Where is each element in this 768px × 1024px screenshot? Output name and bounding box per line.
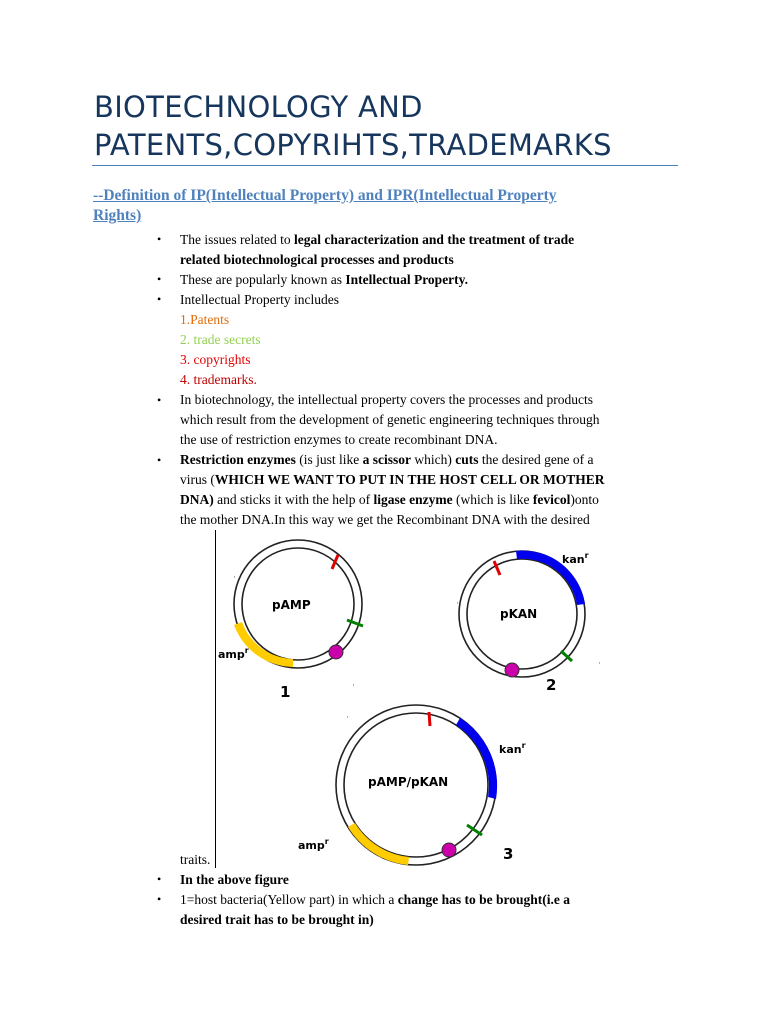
ip-item-patents: 1.Patents: [180, 312, 230, 327]
plasmid-2-restriction-site: [494, 561, 500, 575]
plasmid-1-number: 1: [280, 683, 291, 701]
list-item-text: related biotechnological processes and products: [180, 252, 454, 267]
bullet-marker: •: [157, 892, 162, 906]
plasmid-pamp: [218, 540, 363, 701]
plasmid-1-restriction-site: [332, 555, 338, 569]
list-item-issues: The issues related to legal characterization and the treatment of trade: [180, 232, 575, 247]
list-item-host-bacteria: 1=host bacteria(Yellow part) in which a change has to be brought(i.e a: [180, 892, 570, 907]
ip-item-trademarks: 4. trademarks.: [180, 372, 257, 387]
plasmid-3-gene-amp-label: amp$^r$: [298, 837, 329, 852]
plasmid-3-number: 3: [503, 845, 514, 863]
list-item-text: the mother DNA.In this way we get the Recombinant DNA with the desired: [180, 512, 590, 527]
stray-mark: ·: [352, 680, 355, 690]
stray-mark: ·: [456, 598, 459, 608]
plasmid-1-origin: [329, 645, 343, 659]
plasmid-3-label: pAMP/pKAN: [368, 775, 449, 789]
bullet-marker: •: [157, 453, 162, 467]
list-item-text: DNA) and sticks it with the help of ligase enzyme (which is like fevicol)onto: [180, 492, 599, 507]
plasmid-2-gene-label: kan$^r$: [562, 551, 589, 566]
plasmid-recombinant: [298, 705, 526, 865]
plasmid-3-restriction-site: [429, 712, 430, 726]
list-item-known-as: These are popularly known as Intellectual Property.: [180, 272, 469, 287]
bullet-list-lower: [180, 870, 680, 930]
bullet-marker: •: [157, 292, 162, 306]
list-item-figure-intro: In the above figure: [180, 872, 289, 887]
list-item-restriction: Restriction enzymes (is just like a scissor which) cuts the desired gene of a: [180, 452, 594, 467]
list-item-text: desired trait has to be brought in): [180, 912, 374, 927]
bullet-marker: •: [157, 232, 162, 246]
bullet-marker: •: [157, 393, 162, 407]
plasmid-1-gene-label: amp$^r$: [218, 646, 249, 661]
section-heading-line-2: Rights): [93, 207, 142, 224]
traits-line: traits.: [180, 852, 211, 867]
section-heading-line-1: --Definition of IP(Intellectual Property) and IPR(Intellectual Property: [93, 187, 557, 204]
plasmid-2-label: pKAN: [500, 607, 538, 621]
title-line-2: PATENTS,COPYRIHTS,TRADEMARKS: [94, 128, 612, 162]
plasmid-pkan: [456, 551, 601, 694]
ip-item-trade-secrets: 2. trade secrets: [180, 332, 261, 347]
ip-item-copyrights: 3. copyrights: [180, 352, 251, 367]
traits-text: [180, 850, 680, 870]
plasmid-2-origin: [505, 663, 519, 677]
stray-mark: ·: [598, 658, 601, 668]
plasmid-3-gene-kan-label: kan$^r$: [499, 741, 526, 756]
bullet-marker: •: [157, 872, 162, 886]
stray-mark: ·: [346, 712, 349, 722]
plasmid-1-label: pAMP: [272, 598, 311, 612]
list-item-includes: Intellectual Property includes: [180, 292, 339, 307]
title-line-1: BIOTECHNOLOGY AND: [94, 90, 423, 124]
list-item-text: virus (WHICH WE WANT TO PUT IN THE HOST CELL OR MOTHER: [180, 472, 605, 487]
bullet-marker: •: [157, 272, 162, 286]
list-item-text: the use of restriction enzymes to create recombinant DNA.: [180, 432, 498, 447]
list-item-text: which result from the development of genetic engineering techniques through: [180, 412, 600, 427]
plasmid-2-number: 2: [546, 676, 557, 694]
stray-mark: ·: [233, 572, 236, 582]
list-item-biotech: In biotechnology, the intellectual property covers the processes and products: [180, 392, 593, 407]
